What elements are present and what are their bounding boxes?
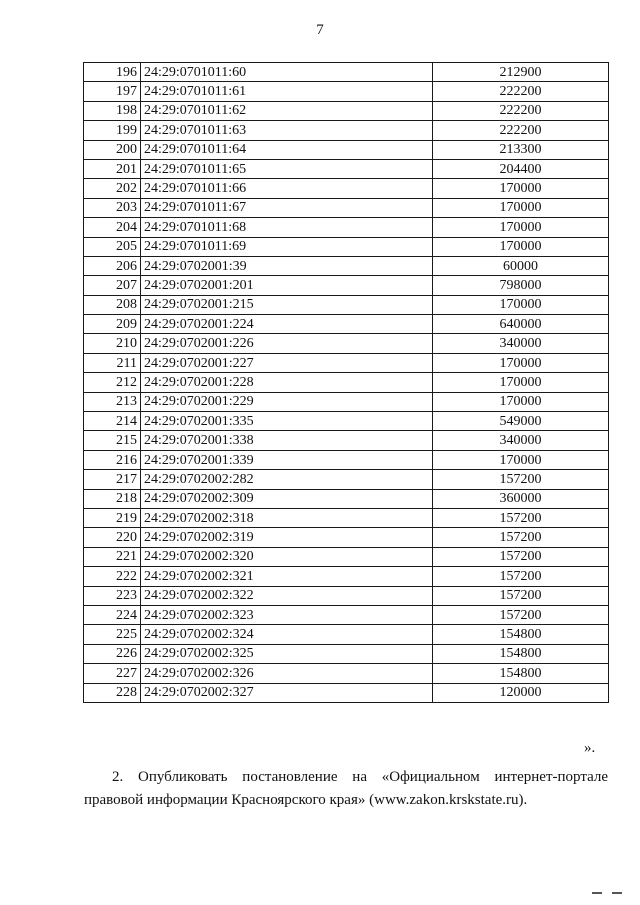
cadastral-value-cell: 204400 [433,159,609,178]
cadastral-value-cell: 154800 [433,644,609,663]
cadastral-number-cell: 24:29:0701011:64 [141,140,433,159]
row-number-cell: 217 [84,470,141,489]
row-number-cell: 216 [84,450,141,469]
row-number-cell: 196 [84,63,141,82]
cadastral-value-cell: 157200 [433,547,609,566]
cadastral-number-cell: 24:29:0702001:224 [141,315,433,334]
cadastral-number-cell: 24:29:0702001:215 [141,295,433,314]
scan-edge-mark [612,892,622,894]
cadastral-value-cell: 212900 [433,63,609,82]
cadastral-number-cell: 24:29:0702002:324 [141,625,433,644]
cadastral-number-cell: 24:29:0702002:323 [141,605,433,624]
cadastral-value-cell: 170000 [433,373,609,392]
row-number-cell: 210 [84,334,141,353]
cadastral-number-cell: 24:29:0702001:226 [141,334,433,353]
row-number-cell: 199 [84,121,141,140]
row-number-cell: 219 [84,508,141,527]
table-row [84,315,609,334]
table-row [84,256,609,275]
cadastral-number-cell: 24:29:0702002:322 [141,586,433,605]
cadastral-number-cell: 24:29:0702002:321 [141,567,433,586]
cadastral-number-cell: 24:29:0702002:320 [141,547,433,566]
cadastral-value-cell: 213300 [433,140,609,159]
cadastral-value-cell: 798000 [433,276,609,295]
row-number-cell: 201 [84,159,141,178]
row-number-cell: 209 [84,315,141,334]
cadastral-number-cell: 24:29:0702002:325 [141,644,433,663]
row-number-cell: 198 [84,101,141,120]
table-row [84,664,609,683]
cadastral-number-cell: 24:29:0702001:338 [141,431,433,450]
row-number-cell: 206 [84,256,141,275]
cadastral-value-cell: 222200 [433,121,609,140]
table-row [84,82,609,101]
table-row [84,644,609,663]
cadastral-value-cell: 157200 [433,528,609,547]
table-row [84,159,609,178]
table-row [84,198,609,217]
cadastral-value-cell: 549000 [433,412,609,431]
cadastral-value-cell: 170000 [433,179,609,198]
cadastral-number-cell: 24:29:0701011:62 [141,101,433,120]
row-number-cell: 221 [84,547,141,566]
cadastral-number-cell: 24:29:0702001:335 [141,412,433,431]
table-row [84,412,609,431]
cadastral-value-cell: 170000 [433,218,609,237]
cadastral-number-cell: 24:29:0702002:282 [141,470,433,489]
cadastral-value-cell: 340000 [433,431,609,450]
cadastral-value-cell: 154800 [433,664,609,683]
table-row [84,586,609,605]
cadastral-value-cell: 157200 [433,586,609,605]
cadastral-number-cell: 24:29:0702001:39 [141,256,433,275]
table-row [84,625,609,644]
cadastral-number-cell: 24:29:0702002:319 [141,528,433,547]
table-row [84,121,609,140]
cadastral-value-cell: 170000 [433,353,609,372]
cadastral-number-cell: 24:29:0701011:69 [141,237,433,256]
row-number-cell: 223 [84,586,141,605]
row-number-cell: 205 [84,237,141,256]
table-row [84,140,609,159]
cadastral-number-cell: 24:29:0701011:61 [141,82,433,101]
table-row [84,431,609,450]
row-number-cell: 203 [84,198,141,217]
row-number-cell: 197 [84,82,141,101]
cadastral-value-cell: 170000 [433,392,609,411]
row-number-cell: 207 [84,276,141,295]
row-number-cell: 222 [84,567,141,586]
cadastral-number-cell: 24:29:0701011:67 [141,198,433,217]
table-row [84,508,609,527]
cadastral-value-cell: 157200 [433,508,609,527]
row-number-cell: 212 [84,373,141,392]
cadastral-value-cell: 170000 [433,237,609,256]
scan-edge-mark [592,892,602,894]
table-row [84,237,609,256]
table-row [84,567,609,586]
cadastral-value-cell: 340000 [433,334,609,353]
table-row [84,353,609,372]
cadastral-value-cell: 170000 [433,198,609,217]
cadastral-value-cell: 157200 [433,567,609,586]
table-row [84,605,609,624]
table-row [84,101,609,120]
table-row [84,547,609,566]
cadastral-number-cell: 24:29:0702002:327 [141,683,433,702]
cadastral-value-table [83,62,609,703]
row-number-cell: 215 [84,431,141,450]
cadastral-value-cell: 222200 [433,82,609,101]
table-row [84,683,609,702]
table-row [84,470,609,489]
cadastral-number-cell: 24:29:0702001:227 [141,353,433,372]
table-row [84,489,609,508]
cadastral-number-cell: 24:29:0701011:63 [141,121,433,140]
table-row [84,295,609,314]
row-number-cell: 200 [84,140,141,159]
row-number-cell: 214 [84,412,141,431]
cadastral-number-cell: 24:29:0702001:228 [141,373,433,392]
row-number-cell: 225 [84,625,141,644]
table-row [84,528,609,547]
publication-paragraph: 2. Опубликовать постановление на «Официальном интернет-портале правовой информации Красноярского края» (www.zakon.krskstate.ru). [84,769,608,808]
table-row [84,450,609,469]
cadastral-number-cell: 24:29:0702001:201 [141,276,433,295]
table-row [84,179,609,198]
table-row [84,373,609,392]
table-row [84,218,609,237]
row-number-cell: 226 [84,644,141,663]
table-body [84,63,609,703]
row-number-cell: 228 [84,683,141,702]
table-row [84,63,609,82]
row-number-cell: 220 [84,528,141,547]
cadastral-value-cell: 170000 [433,450,609,469]
cadastral-number-cell: 24:29:0702002:326 [141,664,433,683]
cadastral-number-cell: 24:29:0701011:66 [141,179,433,198]
cadastral-value-cell: 157200 [433,470,609,489]
row-number-cell: 202 [84,179,141,198]
page-number: 7 [316,22,324,38]
cadastral-value-cell: 640000 [433,315,609,334]
row-number-cell: 208 [84,295,141,314]
row-number-cell: 213 [84,392,141,411]
row-number-cell: 224 [84,605,141,624]
cadastral-number-cell: 24:29:0702001:229 [141,392,433,411]
cadastral-number-cell: 24:29:0701011:68 [141,218,433,237]
row-number-cell: 227 [84,664,141,683]
row-number-cell: 218 [84,489,141,508]
closing-quote: ». [584,740,596,756]
cadastral-number-cell: 24:29:0701011:60 [141,63,433,82]
cadastral-value-cell: 60000 [433,256,609,275]
cadastral-number-cell: 24:29:0702002:309 [141,489,433,508]
table-row [84,334,609,353]
cadastral-value-cell: 222200 [433,101,609,120]
row-number-cell: 204 [84,218,141,237]
cadastral-value-cell: 170000 [433,295,609,314]
row-number-cell: 211 [84,353,141,372]
cadastral-number-cell: 24:29:0701011:65 [141,159,433,178]
cadastral-number-cell: 24:29:0702002:318 [141,508,433,527]
table-row [84,276,609,295]
cadastral-value-cell: 154800 [433,625,609,644]
table-row [84,392,609,411]
cadastral-value-cell: 157200 [433,605,609,624]
cadastral-number-cell: 24:29:0702001:339 [141,450,433,469]
cadastral-value-cell: 360000 [433,489,609,508]
cadastral-value-cell: 120000 [433,683,609,702]
